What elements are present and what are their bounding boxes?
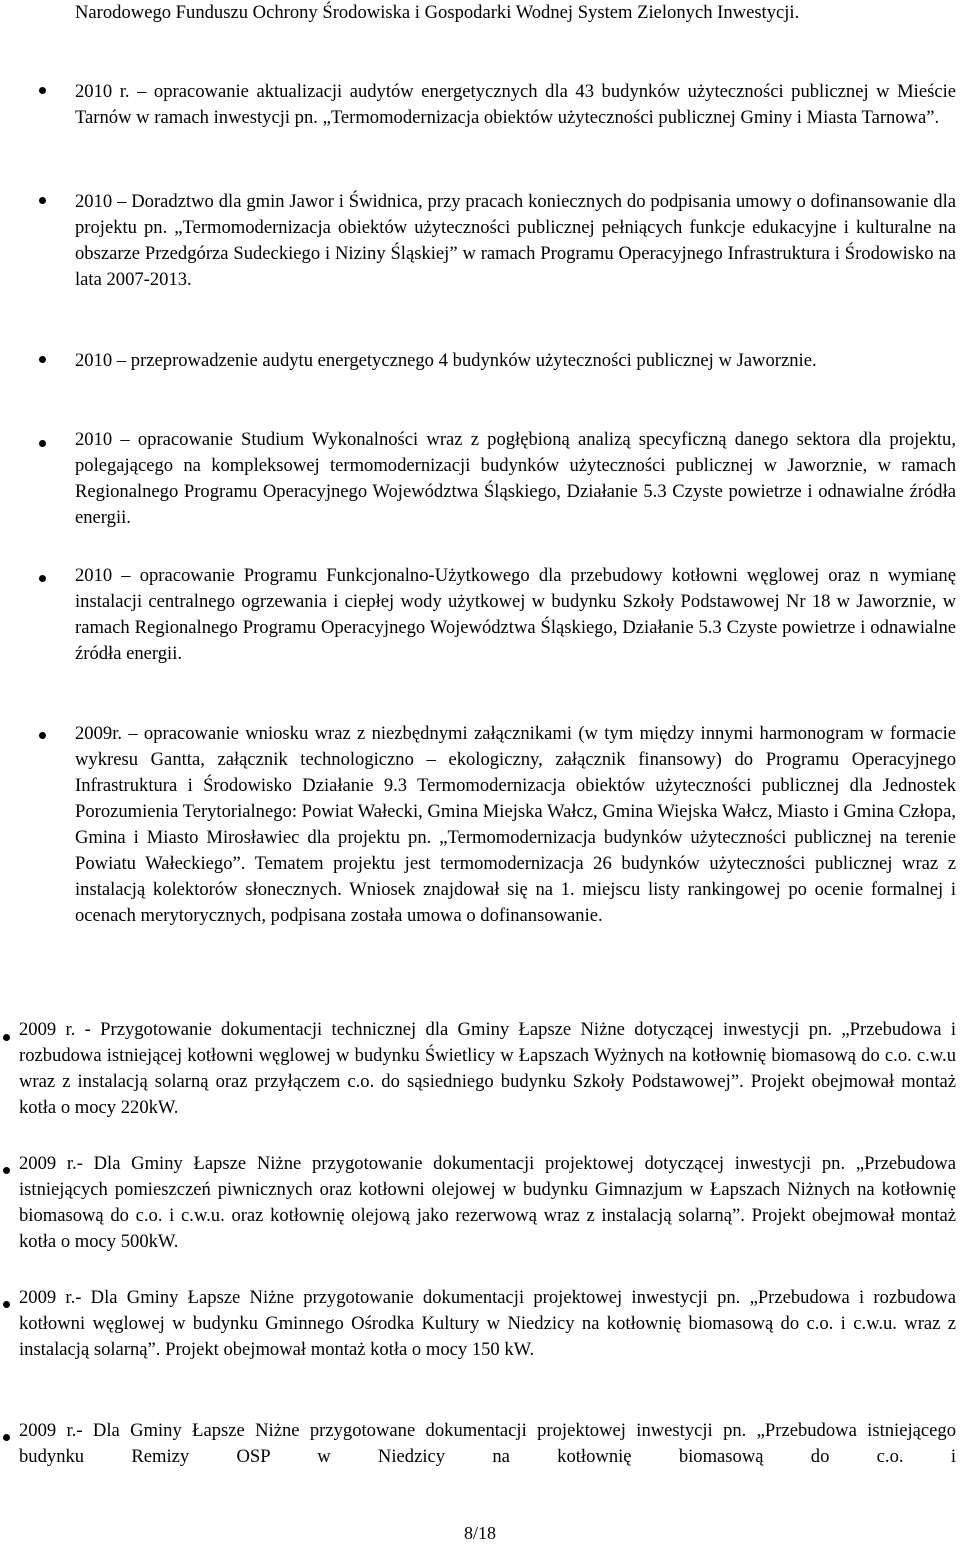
- bullet-icon: [3, 1167, 10, 1174]
- list-item-text: 2010 – przeprowadzenie audytu energetycznego 4 budynków użyteczności publicznej w Jaworznie.: [75, 350, 817, 371]
- list-item-text: 2009 r. - Przygotowanie dokumentacji technicznej dla Gminy Łapsze Niżne dotyczącej inwestycji pn. „Przebudowa i rozbudowa istniejącej kotłowni węglowej w budynku Świetlicy w Łapszach Wyżnych na kotłownię biomasową do c.o. c.w.u wraz z instalacją solarną oraz przyłączem c.o. do sąsiedniego budynku Szkoły Podstawowej”. Projekt obejmował montaż kotła o mocy 220kW.: [19, 1019, 956, 1118]
- list-item-text: 2010 – Doradztwo dla gmin Jawor i Świdnica, przy pracach koniecznych do podpisania umowy o dofinansowanie dla projektu pn. „Termomodernizacja obiektów użyteczności publicznej pełniących funkcje edukacyjne i kulturalne na obszarze Przedgórza Sudeckiego i Niziny Śląskiej” w ramach Programu Operacyjnego Infrastruktura i Środowisko na lata 2007-2013.: [75, 191, 956, 290]
- list-item-text: 2010 – opracowanie Programu Funkcjonalno-Użytkowego dla przebudowy kotłowni węglowej oraz n wymianę instalacji centralnego ogrzewania i ciepłej wody użytkowej w budynku Szkoły Podstawowej Nr 18 w Jaworznie, w ramach Regionalnego Programu Operacyjnego Województwa Śląskiego, Działanie 5.3 Czyste powietrze i odnawialne źródła energii.: [75, 565, 956, 664]
- list-item-text: 2009 r.- Dla Gminy Łapsze Niżne przygotowanie dokumentacji projektowej inwestycji pn. „Przebudowa i rozbudowa kotłowni węglowej w budynku Gminnego Ośrodka Kultury w Niedzicy na kotłownię biomasową do c.o. i c.w.u. wraz z instalacją solarną”. Projekt obejmował montaż kotła o mocy 150 kW.: [19, 1287, 956, 1360]
- list-item-text: 2010 – opracowanie Studium Wykonalności wraz z pogłębioną analizą specyficzną danego sektora dla projektu, polegającego na kompleksowej termomodernizacji budynków użyteczności publicznej w Jaworznie, w ramach Regionalnego Programu Operacyjnego Województwa Śląskiego, Działanie 5.3 Czyste powietrze i odnawialne źródła energii.: [75, 429, 956, 528]
- bullet-icon: [3, 1034, 10, 1041]
- list-item-text: 2009r. – opracowanie wniosku wraz z niezbędnymi załącznikami (w tym między innymi harmonogram w formacie wykresu Gantta, załącznik technologiczno – ekologiczny, załącznik finansowy) do Programu Operacyjnego Infrastruktura i Środowisko Działanie 9.3 Termomodernizacja obiektów użyteczności publicznej dla Jednostek Porozumienia Terytorialnego: Powiat Wałecki, Gmina Miejska Wałcz, Gmina Wiejska Wałcz, Miasto i Gmina Człopa, Gmina i Miasto Mirosławiec dla projektu pn. „Termomodernizacja budynków użyteczności publicznej na terenie Powiatu Wałeckiego”. Tematem projektu jest termomodernizacja 26 budynków użyteczności publicznej wraz z instalacją kolektorów słonecznych. Wniosek znajdował się na 1. miejscu listy rankingowej po ocenie formalnej i ocenach merytorycznych, podpisana została umowa o dofinansowanie.: [75, 723, 956, 926]
- list-item-text: 2010 r. – opracowanie aktualizacji audytów energetycznych dla 43 budynków użyteczności publicznej w Mieście Tarnów w ramach inwestycji pn. „Termomodernizacja obiektów użyteczności publicznej Gminy i Miasta Tarnowa”.: [75, 81, 956, 128]
- bullet-icon: [39, 440, 46, 447]
- list-item-text: 2009 r.- Dla Gminy Łapsze Niżne przygotowane dokumentacji projektowej inwestycji pn. „Przebudowa istniejącego budynku Remizy OSP w Niedzicy na kotłownię biomasową do c.o. i: [19, 1420, 956, 1467]
- bullet-icon: [39, 575, 46, 582]
- page-number: 8/18: [463, 1523, 496, 1543]
- bullet-icon: [39, 197, 46, 204]
- bullet-icon: [39, 356, 46, 363]
- bullet-icon: [39, 87, 46, 94]
- bullet-icon: [3, 1301, 10, 1308]
- list-item-text: 2009 r.- Dla Gminy Łapsze Niżne przygotowanie dokumentacji projektowej dotyczącej inwestycji pn. „Przebudowa istniejących pomieszczeń piwnicznych oraz kotłowni olejowej w budynku Gimnazjum w Łapszach Niżnych na kotłownię biomasową do c.o. i c.w.u. oraz kotłownię olejową jako rezerwową wraz z instalacją solarną”. Projekt obejmował montaż kotła o mocy 500kW.: [19, 1153, 956, 1252]
- bullet-icon: [39, 732, 46, 739]
- list-item-text: Narodowego Funduszu Ochrony Środowiska i Gospodarki Wodnej System Zielonych Inwestycji.: [75, 2, 800, 23]
- bullet-icon: [3, 1434, 10, 1441]
